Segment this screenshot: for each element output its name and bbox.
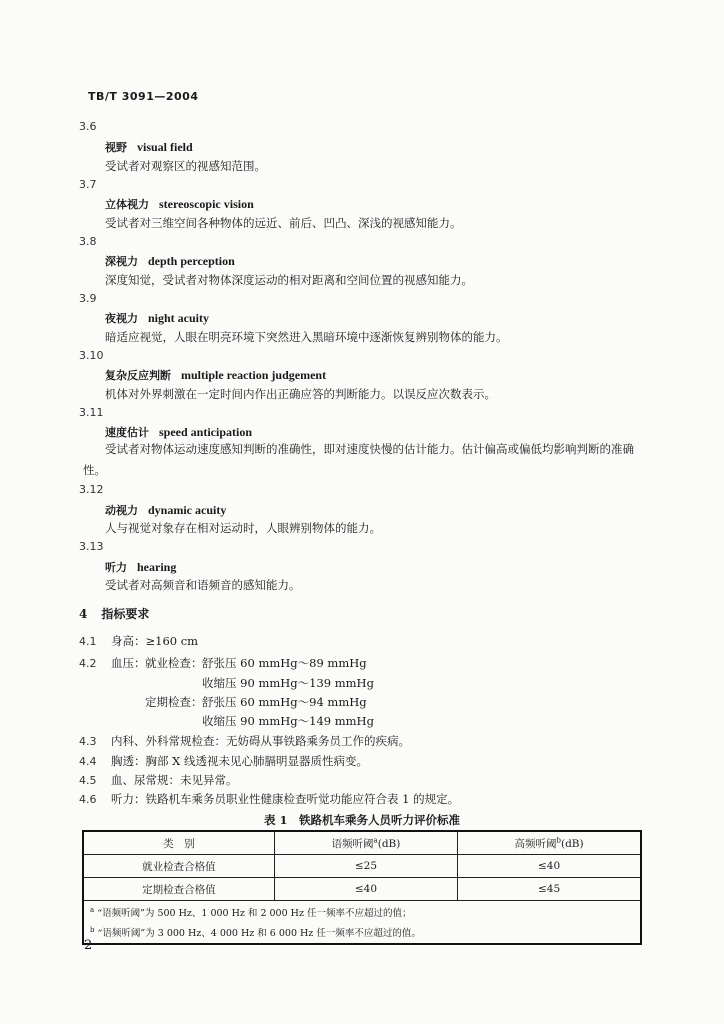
term-number: 3.11 <box>79 406 104 419</box>
row-high-value: ≤45 <box>458 878 641 901</box>
standard-number-header: TB/T 3091—2004 <box>88 90 199 103</box>
row-speech-value: ≤40 <box>274 878 457 901</box>
term-number: 3.10 <box>79 349 104 362</box>
term-definition: 深度知觉，受试者对物体深度运动的相对距离和空间位置的视感知能力。 <box>105 273 473 287</box>
term-title <box>105 502 226 518</box>
section-heading <box>79 605 149 622</box>
high-threshold-label: 高频听阈 <box>514 837 557 850</box>
table-notes <box>83 901 641 945</box>
section-number: 4 <box>79 607 88 621</box>
term-en: dynamic acuity <box>148 503 227 517</box>
systolic-periodic: 收缩压 90 mmHg～149 mmHg <box>202 714 374 728</box>
item-text: 内科、外科常规检查：无妨碍从事铁路乘务员工作的疾病。 <box>111 734 410 748</box>
term-zh: 立体视力 <box>105 198 149 211</box>
term-zh: 动视力 <box>105 504 138 517</box>
term-en: night acuity <box>148 311 210 325</box>
note-mark: b <box>90 926 95 935</box>
item-text: 听力：铁路机车乘务员职业性健康检查听觉功能应符合表 1 的规定。 <box>111 792 460 806</box>
term-definition: 受试者对高频音和语频音的感知能力。 <box>105 578 301 592</box>
term-zh: 听力 <box>105 561 127 574</box>
table-row <box>83 878 641 901</box>
term-number: 3.7 <box>79 178 97 191</box>
term-zh: 深视力 <box>105 255 138 268</box>
term-en: depth perception <box>148 254 235 268</box>
item-number: 4.5 <box>79 774 97 787</box>
term-zh: 速度估计 <box>105 426 149 439</box>
diastolic-employment: 舒张压 60 mmHg～89 mmHg <box>202 656 367 670</box>
term-title <box>105 139 193 155</box>
table-notes-row <box>83 901 641 945</box>
header-speech-threshold <box>274 831 457 855</box>
term-zh: 夜视力 <box>105 312 138 325</box>
speech-threshold-unit: (dB) <box>377 837 401 850</box>
item-text: 胸透：胸部 X 线透视未见心肺膈明显器质性病变。 <box>111 754 368 768</box>
term-definition: 人与视觉对象存在相对运动时，人眼辨别物体的能力。 <box>105 521 381 535</box>
item-text: 身高：≥160 cm <box>111 634 199 648</box>
row-high-value: ≤40 <box>458 855 641 878</box>
item-number: 4.1 <box>79 635 97 648</box>
term-title <box>105 253 235 269</box>
term-title <box>105 367 326 383</box>
systolic-employment: 收缩压 90 mmHg～139 mmHg <box>202 676 374 690</box>
term-zh: 复杂反应判断 <box>105 369 171 382</box>
term-number: 3.6 <box>79 120 97 133</box>
item-text: 血、尿常规：未见异常。 <box>111 773 238 787</box>
row-category: 定期检查合格值 <box>83 878 274 901</box>
term-definition: 暗适应视觉，人眼在明亮环境下突然进入黑暗环境中逐渐恢复辨别物体的能力。 <box>105 330 508 344</box>
note-text: “语频听阈”为 3 000 Hz、4 000 Hz 和 6 000 Hz 任一频率不应超过的值。 <box>97 928 421 940</box>
item-number: 4.4 <box>79 755 97 768</box>
row-category: 就业检查合格值 <box>83 855 274 878</box>
section-title: 指标要求 <box>101 607 150 621</box>
header-category: 类 别 <box>83 831 274 855</box>
page-number: 2 <box>84 938 93 953</box>
note-mark: a <box>90 906 95 914</box>
term-title <box>105 559 176 575</box>
term-number: 3.13 <box>79 540 104 553</box>
term-en: speed anticipation <box>159 425 253 439</box>
term-definition: 受试者对观察区的视感知范围。 <box>105 159 266 173</box>
hearing-standard-table <box>82 830 642 945</box>
footnote-mark-b: b <box>556 836 561 844</box>
term-definition: 受试者对三维空间各种物体的远近、前后、凹凸、深浅的视感知能力。 <box>105 216 462 230</box>
item-number: 4.3 <box>79 735 97 748</box>
employment-check-label: 就业检查： <box>145 656 203 670</box>
term-definition: 受试者对物体运动速度感知判断的准确性，即对速度快慢的估计能力。估计偏高或偏低均影响判断的准确性。 <box>83 442 634 477</box>
term-number: 3.9 <box>79 292 97 305</box>
row-speech-value: ≤25 <box>274 855 457 878</box>
table-note <box>90 902 634 922</box>
term-number: 3.12 <box>79 483 104 496</box>
header-high-threshold <box>458 831 641 855</box>
item-number: 4.6 <box>79 793 97 806</box>
term-title <box>105 424 252 440</box>
term-number: 3.8 <box>79 235 97 248</box>
term-en: visual field <box>137 140 193 154</box>
high-threshold-unit: (dB) <box>560 837 584 850</box>
term-title <box>105 196 254 212</box>
periodic-check-label: 定期检查： <box>145 695 203 709</box>
term-en: hearing <box>137 560 177 574</box>
table-note <box>90 922 634 942</box>
table-header-row <box>83 831 641 855</box>
speech-threshold-label: 语频听阈 <box>331 837 374 850</box>
table-row <box>83 855 641 878</box>
term-zh: 视野 <box>105 141 127 154</box>
diastolic-periodic: 舒张压 60 mmHg～94 mmHg <box>202 695 367 709</box>
term-en: stereoscopic vision <box>159 197 254 211</box>
term-definition: 机体对外界刺激在一定时间内作出正确应答的判断能力。以误反应次数表示。 <box>105 387 496 401</box>
term-title <box>105 310 209 326</box>
term-en: multiple reaction judgement <box>181 368 327 382</box>
blood-pressure-label: 血压： <box>111 656 146 670</box>
item-number: 4.2 <box>79 657 97 670</box>
note-text: “语频听阈”为 500 Hz、1 000 Hz 和 2 000 Hz 任一频率不应超过的值； <box>97 908 412 920</box>
footnote-mark-a: a <box>373 836 378 844</box>
table-caption: 表 1 铁路机车乘务人员听力评价标准 <box>263 813 460 827</box>
